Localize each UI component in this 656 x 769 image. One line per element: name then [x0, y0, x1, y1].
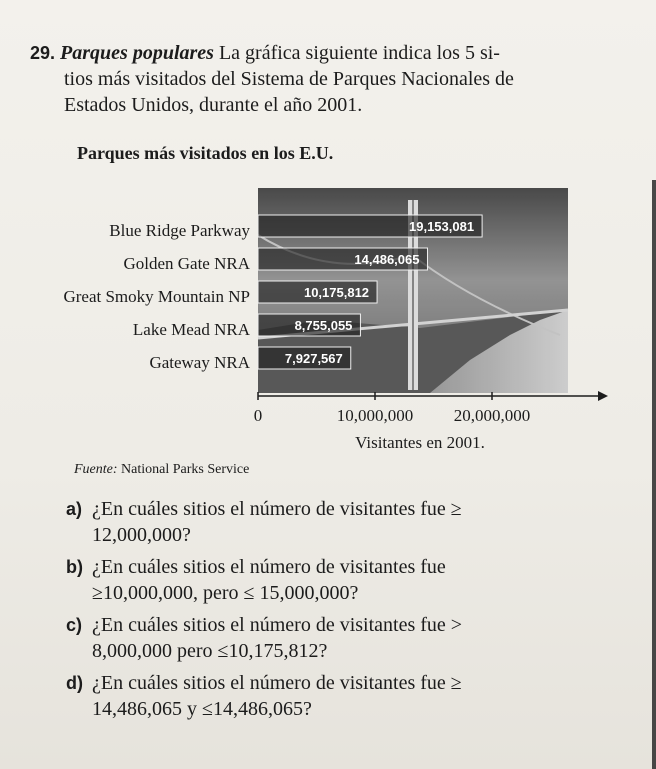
x-axis-label: Visitantes en 2001. [355, 433, 485, 452]
question-letter: a) [66, 499, 83, 519]
question-letter: b) [66, 557, 83, 577]
question-letter: c) [66, 615, 83, 635]
x-tick-label: 10,000,000 [336, 406, 414, 425]
category-label: Lake Mead NRA [132, 320, 250, 339]
question-text: 8,000,000 pero ≤10,175,812? [92, 640, 328, 662]
x-axis [254, 391, 608, 452]
question-c [66, 612, 586, 664]
source-text: National Parks Service [121, 462, 250, 477]
problem-line-3: Estados Unidos, durante el año 2001. [64, 94, 363, 116]
question-text: ¿En cuáles sitios el número de visitantes fue ≥ [92, 672, 462, 694]
category-labels [63, 221, 250, 372]
problem-title: Parques populares [60, 42, 214, 64]
source-label: Fuente: [74, 462, 118, 477]
chart-source [74, 462, 249, 478]
page-edge-shadow [652, 180, 656, 769]
question-text: ¿En cuáles sitios el número de visitantes fue [92, 556, 446, 578]
question-text: ≥10,000,000, pero ≤ 15,000,000? [92, 582, 359, 604]
question-text: 12,000,000? [92, 524, 191, 546]
question-b [66, 554, 586, 606]
problem-intro-text: La gráfica siguiente indica los 5 si- [218, 42, 500, 64]
bar-value-label: 10,175,812 [303, 285, 370, 300]
problem-line-2: tios más visitados del Sistema de Parques Nacionales de [64, 68, 514, 90]
bar-chart [0, 160, 640, 460]
bar-value-label: 7,927,567 [284, 351, 343, 366]
question-a [66, 496, 586, 548]
problem-statement [30, 40, 600, 118]
category-label: Blue Ridge Parkway [109, 221, 250, 240]
category-label: Gateway NRA [149, 353, 250, 372]
x-tick-label: 0 [253, 406, 263, 425]
category-label: Great Smoky Mountain NP [63, 287, 250, 306]
question-text: 14,486,065 y ≤14,486,065? [92, 698, 312, 720]
x-tick-label: 20,000,000 [453, 406, 531, 425]
bar-value-label: 8,755,055 [294, 318, 353, 333]
x-axis-arrow-icon [598, 391, 608, 401]
category-label: Golden Gate NRA [123, 254, 250, 273]
problem-number: 29. [30, 43, 56, 63]
bar-value-label: 14,486,065 [354, 252, 420, 267]
problem-line-1 [30, 40, 600, 66]
question-letter: d) [66, 673, 83, 693]
question-d [66, 670, 586, 722]
bar-value-label: 19,153,081 [409, 219, 475, 234]
question-text: ¿En cuáles sitios el número de visitantes fue ≥ [92, 498, 462, 520]
questions-list [66, 496, 586, 728]
chart-title: Parques más visitados en los E.U. [77, 143, 334, 163]
question-text: ¿En cuáles sitios el número de visitantes fue > [92, 614, 463, 636]
